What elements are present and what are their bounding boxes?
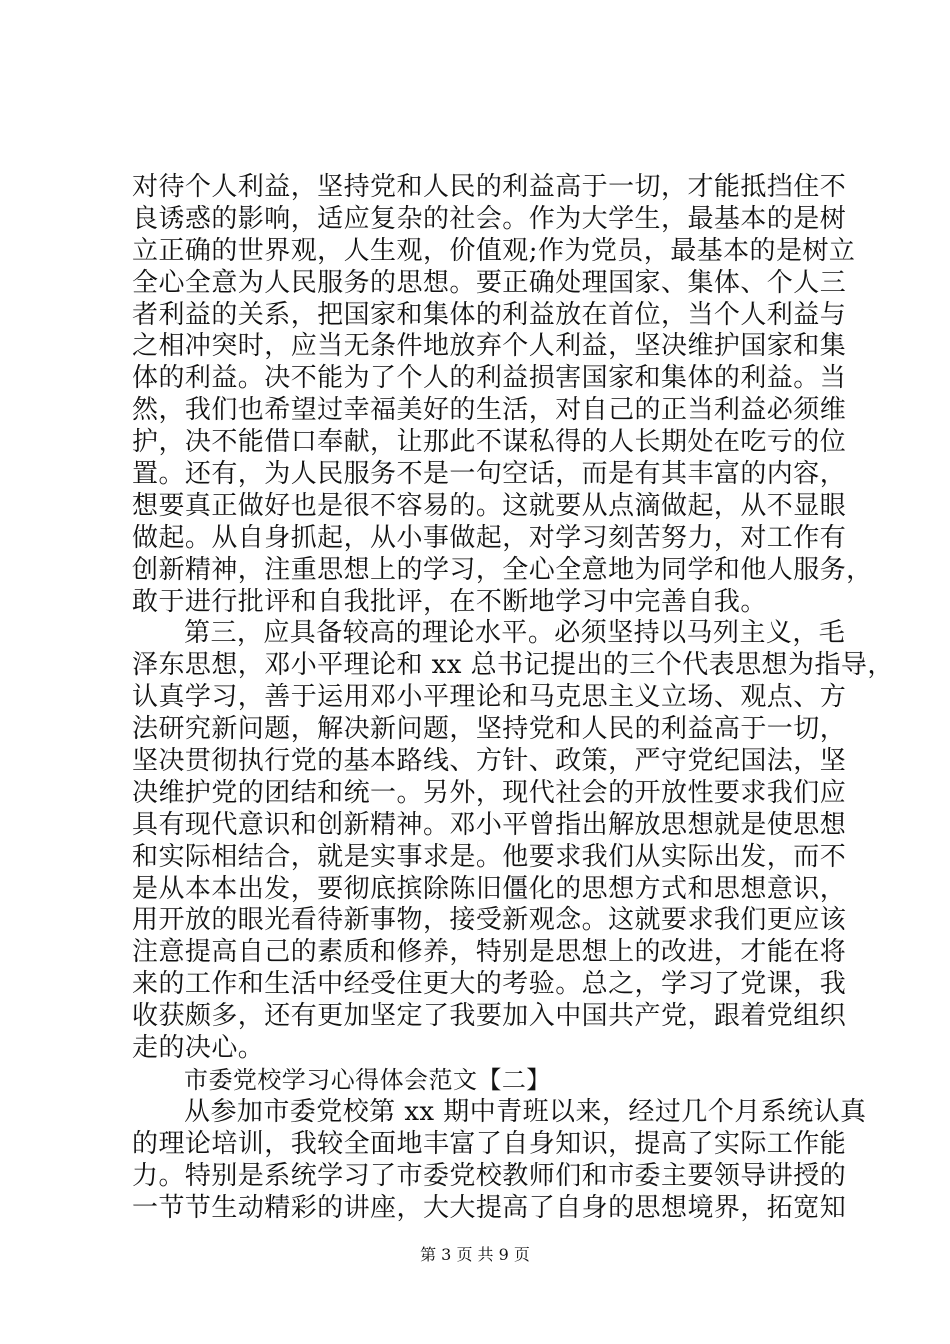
text-line: 坚决贯彻执行党的基本路线、方针、政策，严守党纪国法，坚 bbox=[132, 746, 847, 777]
text-line: 立正确的世界观，人生观，价值观;作为党员，最基本的是树立 bbox=[132, 235, 856, 266]
text-line: 良诱惑的影响，适应复杂的社会。作为大学生，最基本的是树 bbox=[132, 203, 847, 234]
page-footer: 第 3 页 共 9 页 bbox=[420, 1245, 530, 1264]
text-line: 之相冲突时，应当无条件地放弃个人利益，坚决维护国家和集 bbox=[132, 331, 847, 362]
text-line: 创新精神，注重思想上的学习，全心全意地为同学和他人服务， bbox=[132, 554, 873, 585]
text-line: 具有现代意识和创新精神。邓小平曾指出解放思想就是使思想 bbox=[132, 809, 847, 840]
text-line: 走的决心。 bbox=[132, 1033, 265, 1064]
text-line: 一节节生动精彩的讲座，大大提高了自身的思想境界，拓宽知 bbox=[132, 1192, 847, 1223]
text-line: 的理论培训，我较全面地丰富了自身知识，提高了实际工作能 bbox=[132, 1128, 847, 1159]
text-line: 决维护党的团结和统一。另外，现代社会的开放性要求我们应 bbox=[132, 777, 847, 808]
text-line: 置。还有，为人民服务不是一句空话，而是有其丰富的内容， bbox=[132, 459, 847, 490]
text-line: 第三，应具备较高的理论水平。必须坚持以马列主义，毛 bbox=[184, 618, 846, 649]
text-line: 做起。从自身抓起，从小事做起，对学习刻苦努力，对工作有 bbox=[132, 522, 847, 553]
text-line: 是从本本出发，要彻底摈除陈旧僵化的思想方式和思想意识， bbox=[132, 873, 847, 904]
text-line: 者利益的关系，把国家和集体的利益放在首位，当个人利益与 bbox=[132, 299, 847, 330]
text-line: 对待个人利益，坚持党和人民的利益高于一切，才能抵挡住不 bbox=[132, 172, 847, 202]
text-line: 敢于进行批评和自我批评，在不断地学习中完善自我。 bbox=[132, 586, 767, 617]
text-line: 收获颇多，还有更加坚定了我要加入中国共产党，跟着党组织 bbox=[132, 1001, 847, 1032]
text-line: 想要真正做好也是很不容易的。这就要从点滴做起，从不显眼 bbox=[132, 490, 847, 521]
text-line: 然，我们也希望过幸福美好的生活，对自己的正当利益必须维 bbox=[132, 395, 847, 426]
text-line: 泽东思想，邓小平理论和 xx 总书记提出的三个代表思想为指导， bbox=[132, 650, 894, 681]
text-line: 认真学习，善于运用邓小平理论和马克思主义立场、观点、方 bbox=[132, 682, 847, 713]
document-body bbox=[132, 172, 894, 1224]
text-line: 来的工作和生活中经受住更大的考验。总之，学习了党课，我 bbox=[132, 969, 847, 1000]
section-heading: 市委党校学习心得体会范文【二】 bbox=[184, 1065, 551, 1094]
text-line: 法研究新问题，解决新问题，坚持党和人民的利益高于一切， bbox=[132, 714, 847, 745]
text-line: 力。特别是系统学习了市委党校教师们和市委主要领导讲授的 bbox=[132, 1160, 847, 1191]
text-line: 注意提高自己的素质和修养，特别是思想上的改进，才能在将 bbox=[132, 937, 847, 968]
text-line: 用开放的眼光看待新事物，接受新观念。这就要求我们更应该 bbox=[132, 905, 847, 936]
text-line: 体的利益。决不能为了个人的利益损害国家和集体的利益。当 bbox=[132, 363, 847, 394]
text-line: 全心全意为人民服务的思想。要正确处理国家、集体、个人三 bbox=[132, 267, 847, 298]
text-line: 从参加市委党校第 xx 期中青班以来，经过几个月系统认真 bbox=[184, 1096, 867, 1127]
text-line: 护，决不能借口奉献，让那此不谋私得的人长期处在吃亏的位 bbox=[132, 427, 847, 458]
text-line: 和实际相结合，就是实事求是。他要求我们从实际出发，而不 bbox=[132, 841, 847, 872]
